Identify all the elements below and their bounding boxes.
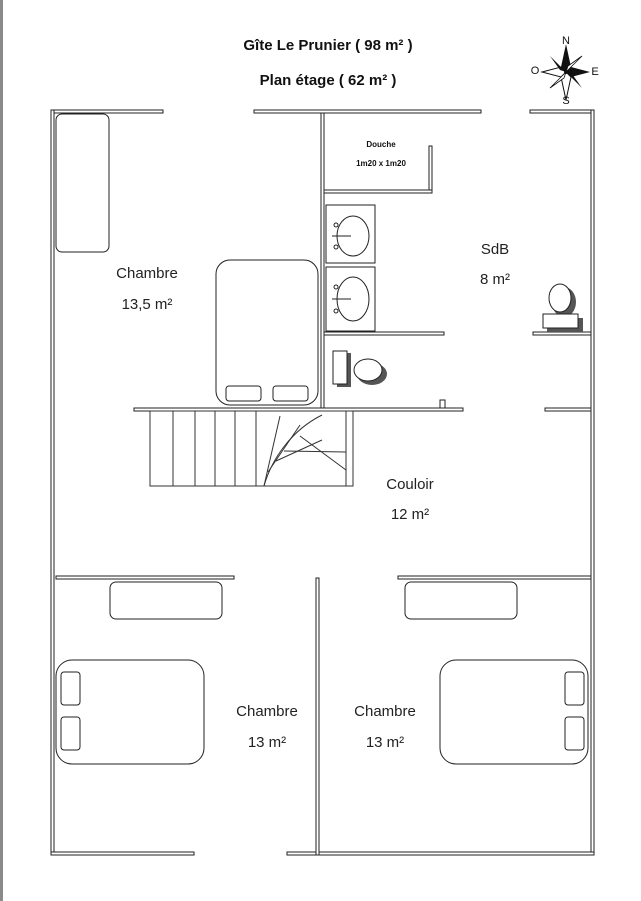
wardrobe [56, 114, 109, 252]
compass-west: O [530, 65, 540, 77]
room-name-sdb: SdB [480, 241, 510, 258]
staircase [150, 411, 353, 486]
plan-title: Gîte Le Prunier ( 98 m² ) [243, 37, 413, 54]
pillow [273, 386, 308, 401]
room-name-chambre-bottom-right: Chambre [354, 703, 416, 720]
room-area-chambre-bottom-right: 13 m² [365, 734, 405, 751]
toilet-icon [543, 284, 583, 332]
plan-subtitle: Plan étage ( 62 m² ) [259, 72, 397, 89]
room-name-chambre-bottom-left: Chambre [236, 703, 298, 720]
room-area-chambre-bottom-left: 13 m² [247, 734, 287, 751]
room-name-chambre-top-left: Chambre [116, 265, 178, 282]
room-size-douche: 1m20 x 1m20 [356, 159, 406, 168]
compass-south: S [562, 95, 570, 107]
compass-rose-icon [542, 44, 590, 100]
pillow [565, 717, 584, 750]
pillow [565, 672, 584, 705]
double-bed [216, 260, 318, 405]
compass-east: E [591, 66, 599, 78]
room-name-douche: Douche [366, 140, 396, 149]
sink-icon [326, 205, 375, 263]
room-area-couloir: 12 m² [390, 506, 430, 523]
pillow [61, 717, 80, 750]
wardrobe [405, 582, 517, 619]
sink-icon [326, 267, 375, 331]
pillow [61, 672, 80, 705]
room-name-couloir: Couloir [386, 476, 434, 493]
room-area-sdb: 8 m² [480, 271, 510, 288]
room-area-chambre-top-left: 13,5 m² [121, 296, 173, 313]
pillow [226, 386, 261, 401]
wardrobe [110, 582, 222, 619]
compass-north: N [562, 35, 570, 47]
toilet-icon [333, 351, 387, 387]
